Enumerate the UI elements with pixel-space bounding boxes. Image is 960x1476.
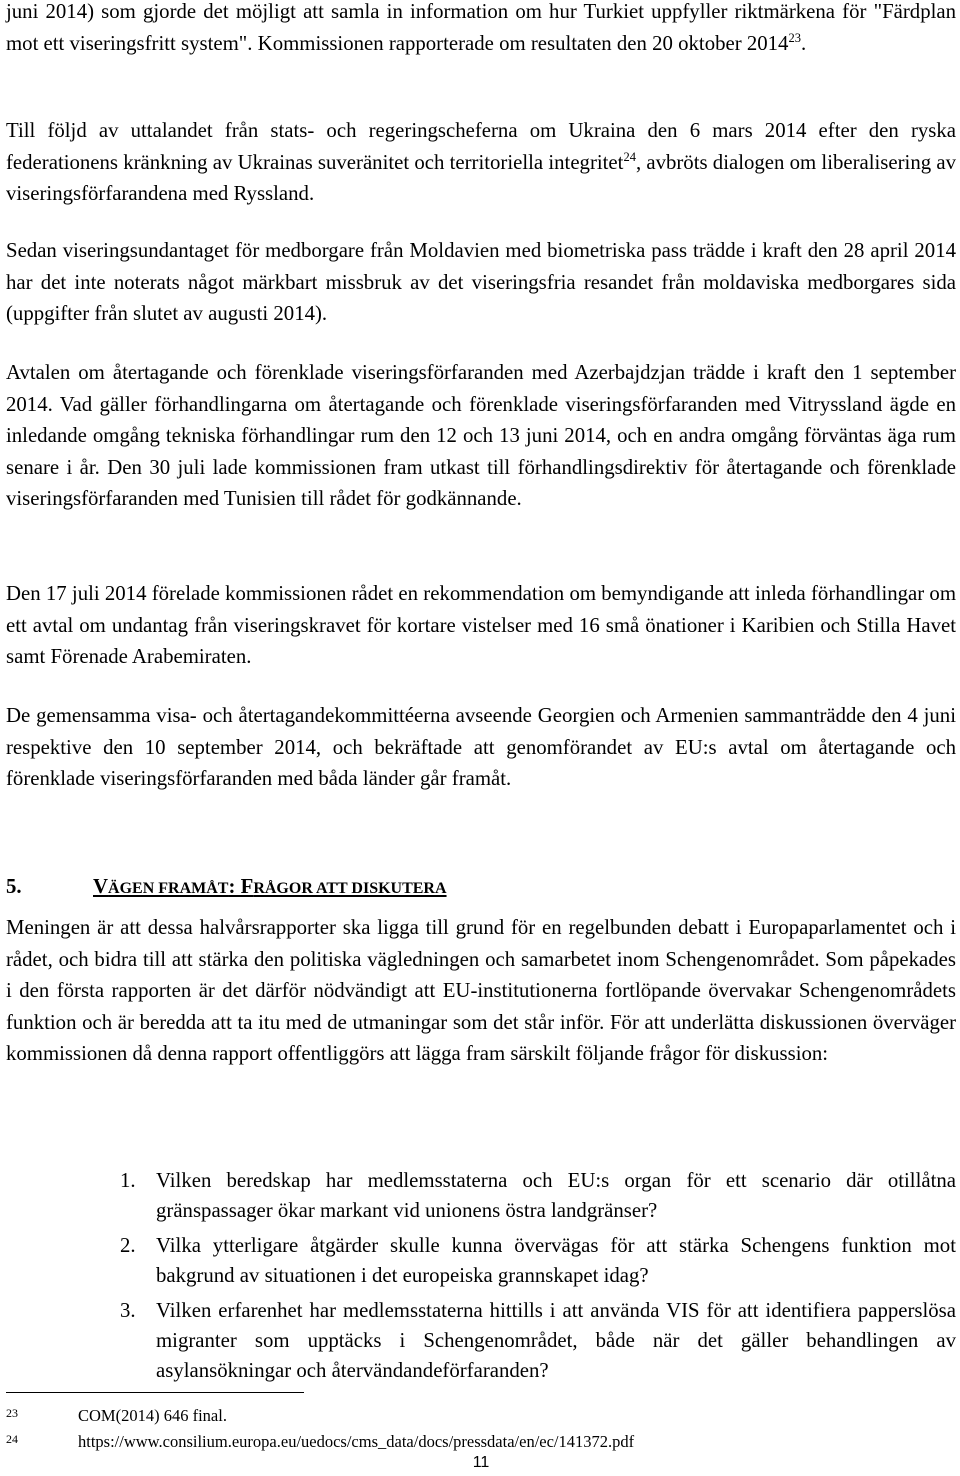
section-heading (6, 873, 447, 903)
paragraph-ukraine: Till följd av uttalandet från stats- och regeringscheferna om Ukraina den 6 mars 2014 efter den ryska federationens kränkning av Ukrainas suveränitet och territoriella integritet$^{24}$, avbröts dialogen om liberalisering av viseringsförfarandena med Ryssland. (6, 119, 956, 205)
paragraph-readmission: Avtalen om återtagande och förenklade viseringsförfaranden med Azerbajdzjan trädde i kraft den 1 september 2014. Vad gäller förhandlingarna om återtagande och förenklade viseringsförfaranden med Vitryssland ägde en inledande omgång tekniska förhandlingar rum den 12 och 13 juni 2014, och en andra omgång förväntas äga rum senare i år. Den 30 juli lade kommissionen fram utkast till förhandlingsdirektiv för återtagande och förenklade viseringsförfaranden med Tunisien till rådet för godkännande. (6, 361, 956, 510)
paragraph-visa-waiver: Den 17 juli 2014 förelade kommissionen rådet en rekommendation om bemyndigande att inleda förhandlingar om ett avtal om undantag från viseringskravet för kortare vistelser med 16 små önationer i Karibien och Stilla Havet samt Förenade Arabemiraten. (6, 582, 956, 668)
paragraph-georgia-armenia: De gemensamma visa- och återtagandekommittéerna avseende Georgien och Armenien sammanträdde den 4 juni respektive den 10 september 2014, och bekräftade att genomförandet av EU:s avtal om återtagande och förenklade viseringsförfaranden med båda länder går framåt. (6, 704, 956, 790)
page-number: 11 (472, 1454, 490, 1471)
footnote-separator (6, 1392, 304, 1393)
section-number: 5. (6, 875, 22, 898)
list-item: 3. Vilken erfarenhet har medlemsstaterna hittills i att använda VIS för att identifiera papperslösa migranter som upptäcks i Schengenområdet, både när det gäller behandlingen av asylansökningar och återvändandeförfaranden? (120, 1299, 956, 1382)
footnote-ref-23[interactable]: 23 (788, 30, 801, 45)
list-item: 1. Vilken beredskap har medlemsstaterna och EU:s organ för ett scenario där otillåtna gränspassager ökar markant vid unionens östra landgränser? (120, 1169, 956, 1222)
footnote-link[interactable]: https://www.consilium.europa.eu/uedocs/cms_data/docs/pressdata/en/ec/141372.pdf (78, 1432, 635, 1451)
footnote-ref-24[interactable]: 24 (623, 149, 636, 164)
question-list (120, 1166, 956, 1391)
paragraph-moldova: Sedan viseringsundantaget för medborgare från Moldavien med biometriska pass trädde i kraft den 28 april 2014 har det inte noterats något märkbart missbruk av det viseringsfria resandet från moldaviska medborgares sida (uppgifter från slutet av augusti 2014). (6, 239, 956, 325)
list-item: 2. Vilka ytterligare åtgärder skulle kunna övervägas för att stärka Schengens funktion mot bakgrund av situationen i det europeiska grannskapet idag? (120, 1234, 956, 1287)
section-title: VÄGEN FRAMÅT: FRÅGOR ATT DISKUTERA (93, 875, 447, 898)
paragraph-turkey: juni 2014) som gjorde det möjligt att samla in information om hur Turkiet uppfyller riktmärkena för "Färdplan mot ett viseringsfritt system". Kommissionen rapporterade om resultaten den 20 oktober 2014$^{23}$. (6, 0, 956, 55)
paragraph-discussion: Meningen är att dessa halvårsrapporter ska ligga till grund för en regelbunden debatt i Europaparlamentet och i rådet, och bidra till att stärka den politiska vägledningen och samarbetet inom Schengenområdet. Som påpekades i den första rapporten är det därför nödvändigt att EU-institutionerna fortlöpande övervakar Schengenområdets funktion och är beredda att ta itu med de utmaningar som det står inför. För att underlätta diskussionen överväger kommissionen då denna rapport offentliggörs att lägga fram särskilt följande frågor för diskussion: (6, 916, 956, 1065)
